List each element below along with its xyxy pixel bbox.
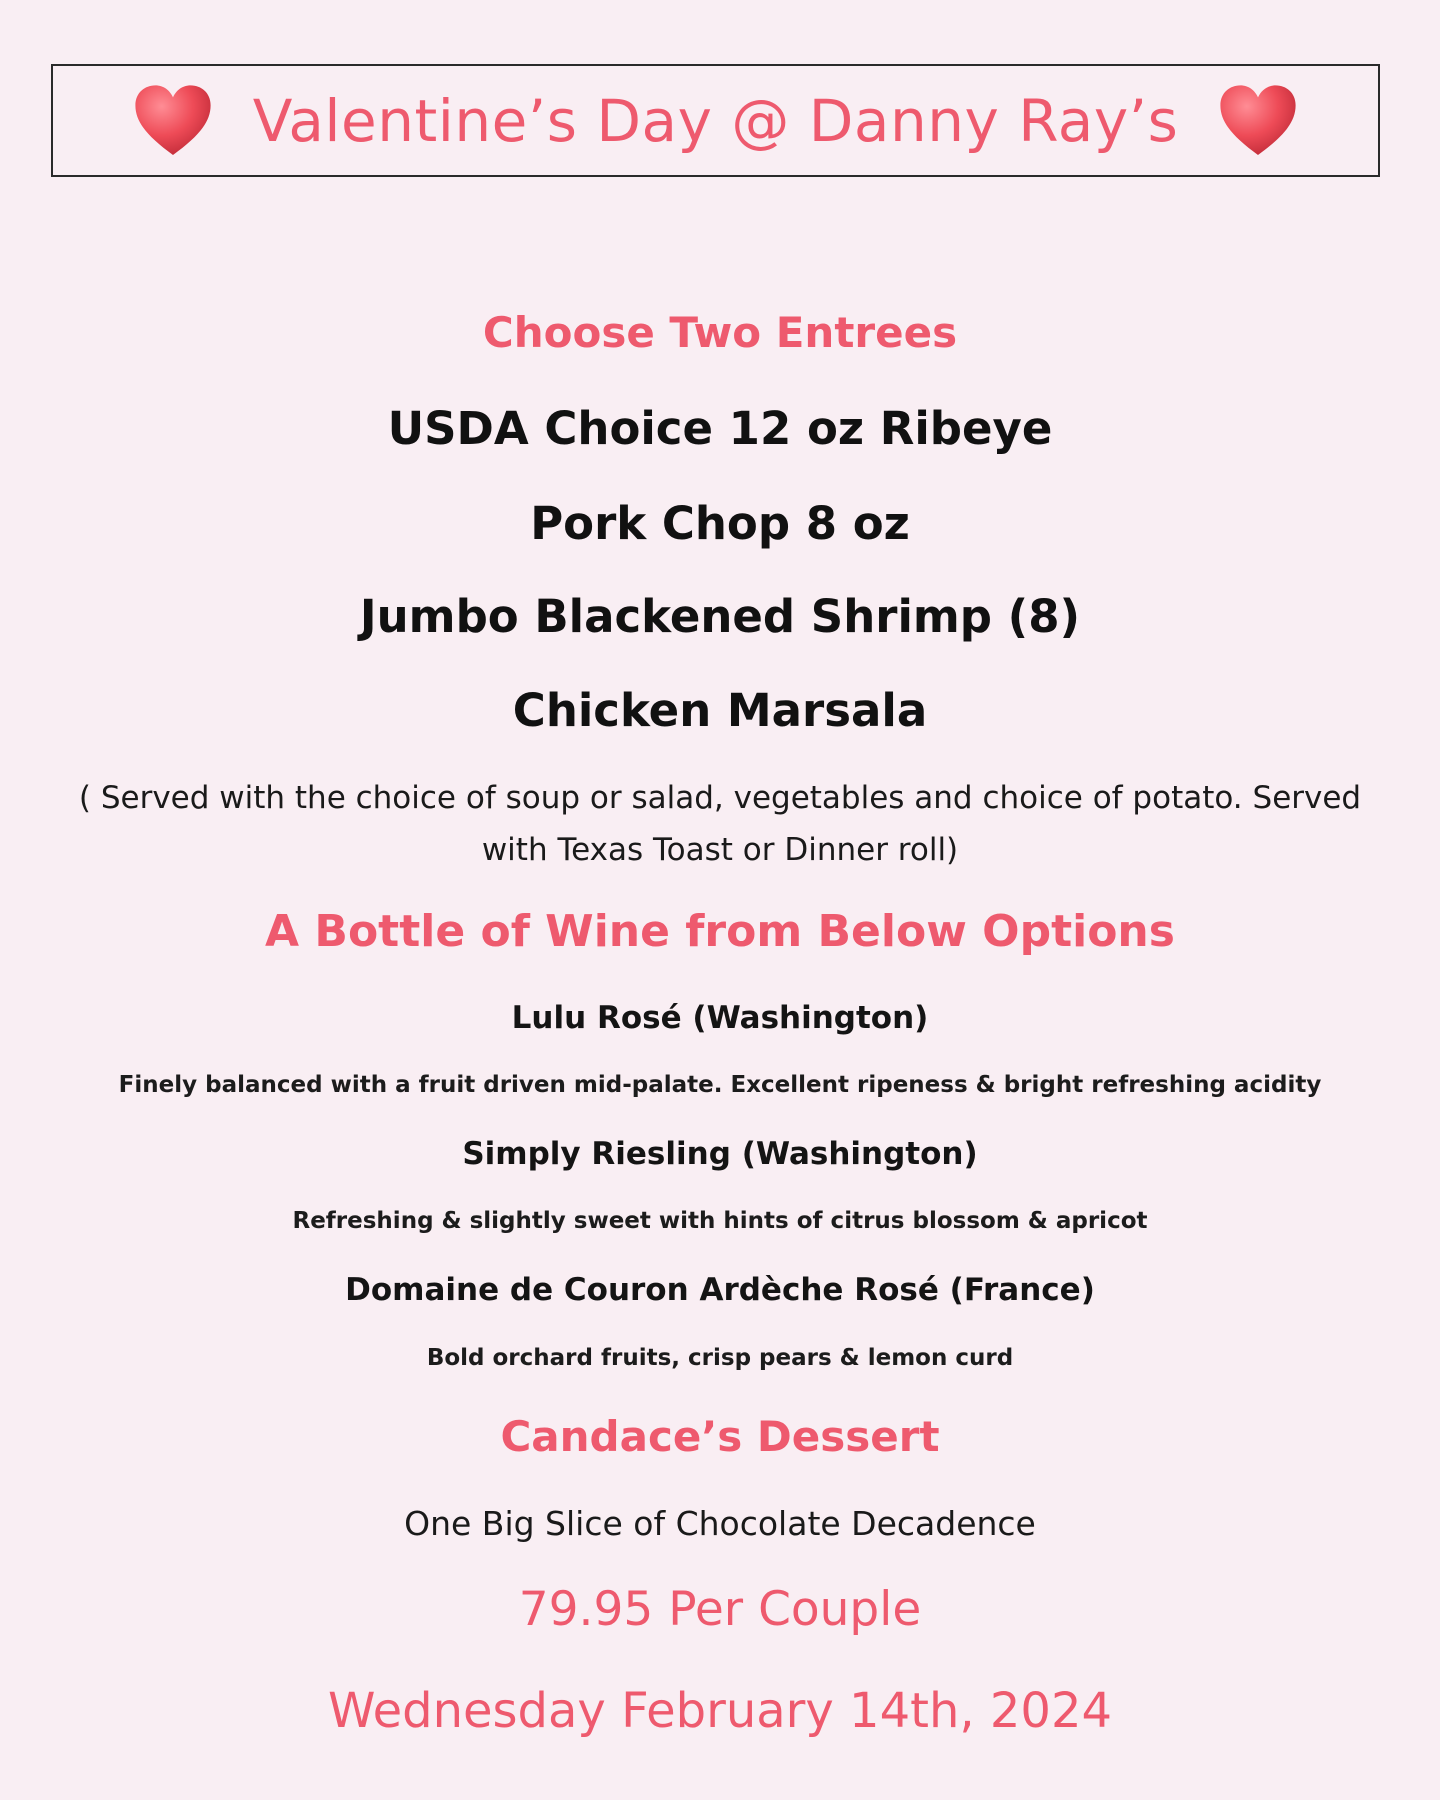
heart-icon: [133, 83, 213, 159]
wine-description: Finely balanced with a fruit driven mid-palate. Excellent ripeness & bright refreshing acidity: [118, 1072, 1322, 1098]
wine-heading: A Bottle of Wine from Below Options: [265, 906, 1175, 957]
title-banner: [51, 64, 1380, 177]
wine-name: Simply Riesling (Washington): [462, 1136, 978, 1172]
entrees-heading: Choose Two Entrees: [482, 308, 958, 357]
entree-note-line: with Texas Toast or Dinner roll): [481, 832, 959, 868]
price: 79.95 Per Couple: [518, 1582, 922, 1637]
entree-note-line: ( Served with the choice of soup or salad, vegetables and choice of potato. Served: [78, 780, 1362, 816]
entree-item: USDA Choice 12 oz Ribeye: [387, 402, 1053, 455]
entree-item: Pork Chop 8 oz: [530, 497, 910, 550]
wine-description: Refreshing & slightly sweet with hints of citrus blossom & apricot: [292, 1208, 1148, 1234]
entree-note: [60, 772, 1380, 876]
event-date: Wednesday February 14th, 2024: [327, 1683, 1113, 1739]
wine-description: Bold orchard fruits, crisp pears & lemon curd: [426, 1345, 1014, 1371]
entree-item: Chicken Marsala: [512, 684, 928, 737]
heart-icon: [1218, 83, 1298, 159]
dessert-item: One Big Slice of Chocolate Decadence: [404, 1504, 1036, 1543]
dessert-heading: Candace’s Dessert: [500, 1412, 940, 1461]
wine-name: Lulu Rosé (Washington): [511, 1000, 929, 1036]
wine-name: Domaine de Couron Ardèche Rosé (France): [345, 1272, 1095, 1308]
page-title: Valentine’s Day @ Danny Ray’s: [252, 86, 1179, 155]
entree-item: Jumbo Blackened Shrimp (8): [359, 590, 1081, 643]
